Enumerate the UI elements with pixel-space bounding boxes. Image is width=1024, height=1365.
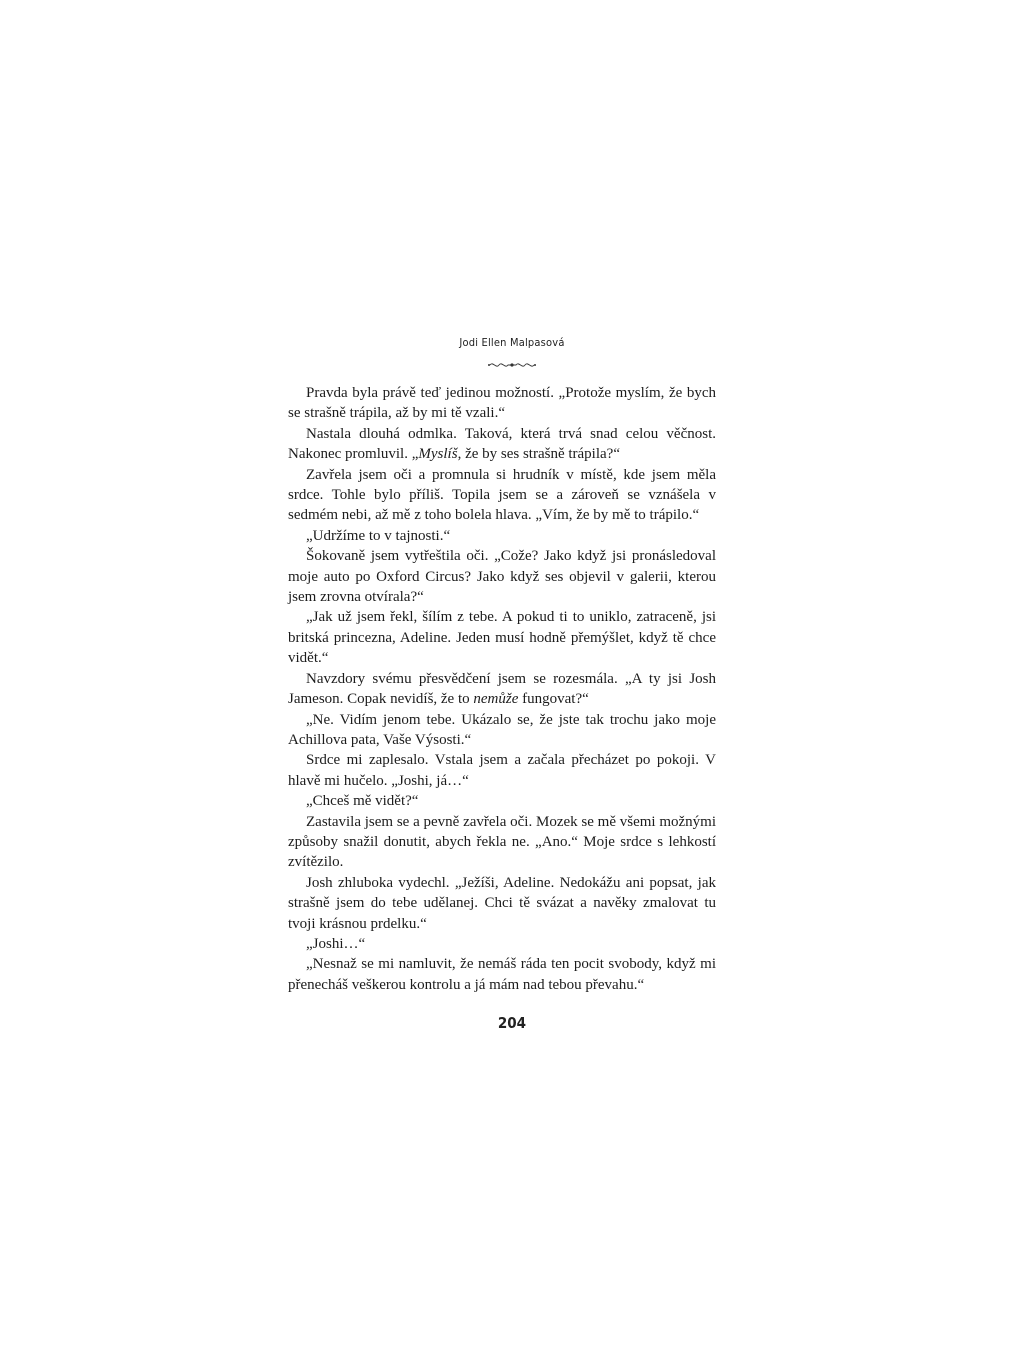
- running-head-author: Jodi Ellen Malpasová: [459, 336, 565, 349]
- paragraph-text: Pravda byla právě teď jedinou možností. „Protože myslím, že bych se strašně trápila, až by mi tě vzali.“: [288, 385, 716, 422]
- paragraph-text: „Udržíme to v tajnosti.“: [306, 527, 451, 544]
- paragraph: [288, 812, 716, 873]
- paragraph: [288, 710, 716, 751]
- paragraph-text: „Joshi…“: [306, 935, 366, 952]
- paragraph: [288, 873, 716, 934]
- paragraph-text: Nastala dlouhá odmlka. Taková, která trvá snad celou věčnost. Nakonec promluvil. „: [288, 425, 716, 463]
- paragraph-text: Šokovaně jsem vytřeštila oči. „Cože? Jako když jsi pronásledoval moje auto po Oxford Circus? Jako když ses objevil v galerii, kterou jsem zrovna otvírala?“: [288, 548, 716, 606]
- paragraph: [288, 465, 716, 526]
- paragraph-text: Josh zhluboka vydechl. „Ježíši, Adeline. Nedokážu ani popsat, jak strašně jsem do tebe udělanej. Chci tě svázat a navěky zmalovat tu tvoji krásnou prdelku.“: [288, 874, 716, 932]
- paragraph-text: Navzdory svému přesvědčení jsem se rozesmála. „A ty jsi Josh Jameson. Copak nevidíš, že to: [288, 670, 716, 708]
- paragraph: [288, 791, 716, 811]
- paragraph: [288, 607, 716, 668]
- paragraph: [288, 954, 716, 995]
- paragraph: [288, 750, 716, 791]
- body-text: [288, 383, 716, 995]
- page-number: 204: [497, 1014, 527, 1032]
- paragraph-text: „Jak už jsem řekl, šílím z tebe. A pokud ti to uniklo, zatraceně, jsi britská princezna, Adeline. Jeden musí hodně přemýšlet, když tě chce vidět.“: [288, 609, 716, 667]
- paragraph-text: Srdce mi zaplesalo. Vstala jsem a začala přecházet po pokoji. V hlavě mi hučelo. „Joshi, já…“: [288, 752, 716, 789]
- italic-text: nemůže: [473, 691, 519, 708]
- paragraph-text: „Chceš mě vidět?“: [306, 793, 419, 810]
- paragraph: [288, 526, 716, 546]
- paragraph-text: , že by ses strašně trápila?“: [457, 446, 620, 463]
- italic-text: Myslíš: [418, 446, 458, 463]
- paragraph: [288, 424, 716, 465]
- paragraph: [288, 546, 716, 607]
- paragraph: [288, 383, 716, 424]
- paragraph-text: „Nesnaž se mi namluvit, že nemáš ráda ten pocit svobody, když mi přenecháš veškerou kontrolu a já mám nad tebou převahu.“: [288, 956, 716, 993]
- paragraph-text: Zavřela jsem oči a promnula si hrudník v místě, kde jsem měla srdce. Tohle bylo příliš. Topila jsem se a zároveň se vznášela v sedmém nebi, až mě z toho bolela hlava. „Vím, že by mě to trápilo.“: [288, 466, 716, 524]
- paragraph: [288, 669, 716, 710]
- paragraph-text: fungovat?“: [518, 691, 589, 708]
- paragraph-text: Zastavila jsem se a pevně zavřela oči. Mozek se mě všemi možnými způsoby snažil donutit, abych řekla ne. „Ano.“ Moje srdce s lehkostí zvítězilo.: [288, 813, 716, 871]
- ornament-divider-icon: [487, 360, 537, 370]
- paragraph-text: „Ne. Vidím jenom tebe. Ukázalo se, že jste tak trochu jako moje Achillova pata, Vaše Výsosti.“: [288, 711, 716, 748]
- paragraph: [288, 934, 716, 954]
